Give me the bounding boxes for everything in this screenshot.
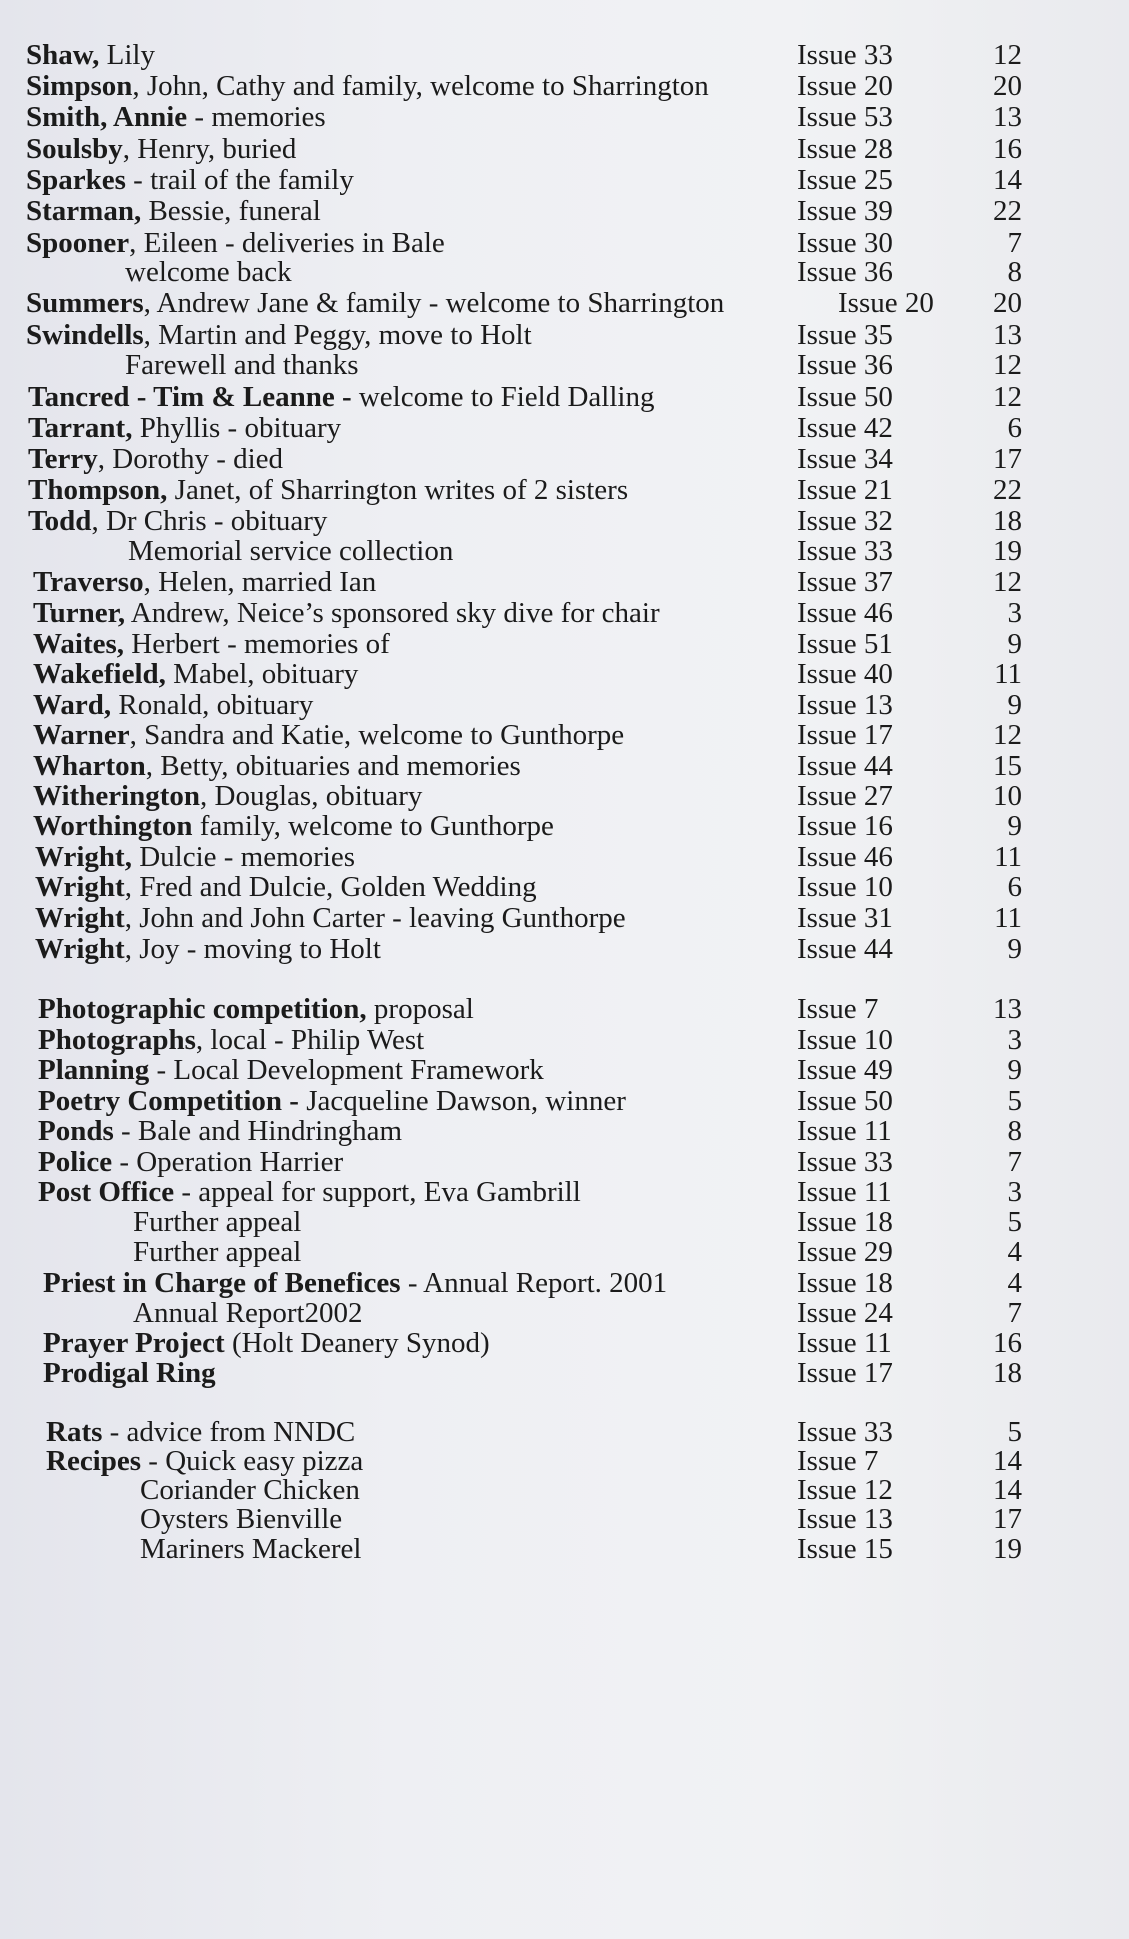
entry-name: Tarrant,	[28, 412, 133, 444]
entry-name: Poetry Competition -	[38, 1085, 299, 1117]
entry-description: Oysters Bienville	[140, 1503, 343, 1535]
entry-issue: Issue 34	[797, 443, 893, 475]
entry-name: Shaw,	[26, 39, 100, 71]
entry-page-number: 19	[993, 535, 1022, 567]
entry-page-number: 6	[1007, 412, 1022, 444]
entry-description: Memorial service collection	[128, 535, 454, 567]
entry-description: , Martin and Peggy, move to Holt	[143, 319, 532, 351]
entry-page-number: 16	[993, 1327, 1022, 1359]
entry-description: , Joy - moving to Holt	[124, 933, 381, 965]
entry-description: Mabel, obituary	[165, 658, 359, 690]
entry-text	[35, 930, 381, 968]
entry-name: Priest in Charge of Benefices	[43, 1267, 401, 1299]
entry-page-number: 20	[993, 70, 1022, 102]
entry-description: (Holt Deanery Synod)	[224, 1327, 490, 1359]
entry-page-number: 22	[993, 195, 1022, 227]
entry-description: , Sandra and Katie, welcome to Gunthorpe	[129, 719, 625, 751]
entry-issue: Issue 17	[797, 719, 893, 751]
entry-page-number: 17	[993, 443, 1022, 475]
entry-description: family, welcome to Gunthorpe	[192, 810, 554, 842]
entry-issue: Issue 13	[797, 1503, 893, 1535]
entry-description: , Helen, married Ian	[143, 566, 377, 598]
entry-text	[43, 1354, 216, 1392]
entry-page-number: 3	[1007, 1176, 1022, 1208]
entry-issue: Issue 21	[797, 474, 893, 506]
entry-issue: Issue 32	[797, 505, 893, 537]
entry-name: Recipes	[46, 1445, 142, 1477]
entry-name: Waites,	[33, 628, 125, 660]
entry-name: Prayer Project	[43, 1327, 225, 1359]
entry-description: Phyllis - obituary	[132, 412, 342, 444]
entry-name: Photographs	[38, 1024, 196, 1056]
entry-name: Police	[38, 1146, 113, 1178]
entry-issue: Issue 12	[797, 1474, 893, 1506]
entry-issue: Issue 11	[797, 1176, 892, 1208]
entry-page-number: 9	[1007, 810, 1022, 842]
entry-description: - Local Development Framework	[149, 1054, 544, 1086]
entry-description: - Quick easy pizza	[141, 1445, 364, 1477]
entry-issue: Issue 29	[797, 1236, 893, 1268]
entry-page-number: 10	[993, 780, 1022, 812]
entry-name: Wright	[35, 933, 125, 965]
entry-description: - Bale and Hindringham	[113, 1115, 403, 1147]
entry-name: Warner	[33, 719, 130, 751]
entry-page-number: 8	[1007, 1115, 1022, 1147]
entry-description: , Fred and Dulcie, Golden Wedding	[124, 871, 537, 903]
entry-issue: Issue 10	[797, 871, 893, 903]
entry-issue: Issue 20	[797, 70, 893, 102]
entry-issue: Issue 33	[797, 535, 893, 567]
entry-name: Worthington	[33, 810, 193, 842]
entry-name: Wright	[35, 871, 125, 903]
index-entry	[0, 1354, 1129, 1392]
entry-issue: Issue 50	[797, 1085, 893, 1117]
entry-description: Bessie, funeral	[141, 195, 321, 227]
entry-page-number: 12	[993, 566, 1022, 598]
entry-page-number: 7	[1007, 1146, 1022, 1178]
entry-page-number: 20	[993, 287, 1022, 319]
entry-issue: Issue 36	[797, 349, 893, 381]
entry-page-number: 14	[993, 1474, 1022, 1506]
entry-name: Thompson,	[28, 474, 168, 506]
entry-issue: Issue 39	[797, 195, 893, 227]
entry-issue: Issue 51	[797, 628, 893, 660]
entry-page-number: 9	[1007, 689, 1022, 721]
entry-issue: Issue 36	[797, 256, 893, 288]
entry-issue: Issue 33	[797, 1416, 893, 1448]
entry-description: - Operation Harrier	[112, 1146, 344, 1178]
entry-name: Planning	[38, 1054, 150, 1086]
entry-page-number: 18	[993, 505, 1022, 537]
entry-description: Herbert - memories of	[124, 628, 390, 660]
entry-page-number: 12	[993, 381, 1022, 413]
entry-issue: Issue 27	[797, 780, 893, 812]
entry-page-number: 16	[993, 133, 1022, 165]
entry-name: Swindells	[26, 319, 144, 351]
entry-issue: Issue 33	[797, 39, 893, 71]
entry-issue: Issue 44	[797, 933, 893, 965]
entry-name: Post Office	[38, 1176, 175, 1208]
entry-page-number: 13	[993, 319, 1022, 351]
entry-description: Andrew, Neice’s sponsored sky dive for chair	[125, 597, 660, 629]
entry-page-number: 17	[993, 1503, 1022, 1535]
entry-description: , Dr Chris - obituary	[91, 505, 328, 537]
entry-page-number: 19	[993, 1533, 1022, 1565]
entry-name: Ward,	[33, 689, 112, 721]
entry-description: , John, Cathy and family, welcome to Sharrington	[132, 70, 709, 102]
entry-name: Simpson	[26, 70, 133, 102]
entry-issue: Issue 17	[797, 1357, 893, 1389]
entry-issue: Issue 40	[797, 658, 893, 690]
entry-name: Tancred - Tim & Leanne -	[28, 381, 352, 413]
entry-issue: Issue 28	[797, 133, 893, 165]
entry-description: , Betty, obituaries and memories	[145, 750, 521, 782]
entry-name: Prodigal Ring	[43, 1357, 216, 1389]
entry-name: Spooner	[26, 227, 130, 259]
entry-page-number: 15	[993, 750, 1022, 782]
entry-page-number: 7	[1007, 1297, 1022, 1329]
entry-issue: Issue 31	[797, 902, 893, 934]
entry-page-number: 14	[993, 164, 1022, 196]
entry-page-number: 3	[1007, 597, 1022, 629]
entry-issue: Issue 7	[797, 1445, 879, 1477]
entry-page-number: 5	[1007, 1206, 1022, 1238]
entry-name: Turner,	[33, 597, 126, 629]
entry-description: welcome back	[125, 256, 292, 288]
entry-name: Witherington	[33, 780, 201, 812]
entry-name: Ponds	[38, 1115, 114, 1147]
entry-description: - Annual Report. 2001	[400, 1267, 668, 1299]
entry-description: Jacqueline Dawson, winner	[298, 1085, 626, 1117]
entry-description: Further appeal	[133, 1206, 302, 1238]
entry-description: , local - Philip West	[195, 1024, 425, 1056]
entry-issue: Issue 13	[797, 689, 893, 721]
entry-page-number: 6	[1007, 871, 1022, 903]
entry-page-number: 3	[1007, 1024, 1022, 1056]
entry-issue: Issue 18	[797, 1206, 893, 1238]
entry-issue: Issue 44	[797, 750, 893, 782]
entry-page-number: 9	[1007, 933, 1022, 965]
entry-page-number: 22	[993, 474, 1022, 506]
entry-issue: Issue 37	[797, 566, 893, 598]
entry-issue: Issue 46	[797, 597, 893, 629]
entry-name: Wright,	[35, 841, 132, 873]
entry-name: Rats	[46, 1416, 103, 1448]
entry-page-number: 5	[1007, 1416, 1022, 1448]
entry-description: Annual Report2002	[133, 1297, 363, 1329]
entry-issue: Issue 20	[838, 287, 934, 319]
entry-issue: Issue 11	[797, 1327, 892, 1359]
entry-page-number: 8	[1007, 256, 1022, 288]
entry-name: Sparkes	[26, 164, 126, 196]
entry-name: Starman,	[26, 195, 142, 227]
entry-page-number: 14	[993, 1445, 1022, 1477]
index-entry	[0, 930, 1129, 968]
entry-description: , Andrew Jane & family - welcome to Sharrington	[143, 287, 725, 319]
entry-description: Dulcie - memories	[131, 841, 356, 873]
entry-description: Further appeal	[133, 1236, 302, 1268]
entry-issue: Issue 53	[797, 101, 893, 133]
entry-description: - advice from NNDC	[102, 1416, 356, 1448]
entry-page-number: 11	[994, 658, 1022, 690]
entry-issue: Issue 24	[797, 1297, 893, 1329]
entry-description: Ronald, obituary	[111, 689, 314, 721]
entry-issue: Issue 50	[797, 381, 893, 413]
entry-description: , Henry, buried	[122, 133, 297, 165]
entry-issue: Issue 25	[797, 164, 893, 196]
entry-page-number: 11	[994, 841, 1022, 873]
index-entry	[0, 1530, 1129, 1568]
entry-page-number: 5	[1007, 1085, 1022, 1117]
entry-name: Smith, Annie	[26, 101, 188, 133]
entry-page-number: 11	[994, 902, 1022, 934]
entry-issue: Issue 42	[797, 412, 893, 444]
entry-name: Wharton	[33, 750, 146, 782]
entry-description: , John and John Carter - leaving Gunthorpe	[124, 902, 626, 934]
entry-issue: Issue 46	[797, 841, 893, 873]
entry-name: Photographic competition,	[38, 993, 367, 1025]
entry-page-number: 12	[993, 349, 1022, 381]
entry-name: Traverso	[33, 566, 144, 598]
entry-description: Coriander Chicken	[140, 1474, 360, 1506]
entry-name: Soulsby	[26, 133, 123, 165]
entry-description: , Eileen - deliveries in Bale	[129, 227, 445, 259]
entry-issue: Issue 16	[797, 810, 893, 842]
entry-page-number: 9	[1007, 628, 1022, 660]
entry-description: proposal	[366, 993, 474, 1025]
entry-description: - trail of the family	[125, 164, 354, 196]
entry-name: Wakefield,	[33, 658, 166, 690]
entry-description: Farewell and thanks	[125, 349, 359, 381]
entry-issue: Issue 10	[797, 1024, 893, 1056]
entry-description: Lily	[99, 39, 155, 71]
entry-page-number: 7	[1007, 227, 1022, 259]
entry-issue: Issue 15	[797, 1533, 893, 1565]
entry-description: Mariners Mackerel	[140, 1533, 362, 1565]
entry-page-number: 4	[1007, 1267, 1022, 1299]
entry-description: - memories	[187, 101, 326, 133]
entry-name: Terry	[28, 443, 98, 475]
entry-description: welcome to Field Dalling	[351, 381, 655, 413]
entry-issue: Issue 35	[797, 319, 893, 351]
entry-page-number: 12	[993, 39, 1022, 71]
entry-issue: Issue 18	[797, 1267, 893, 1299]
entry-issue: Issue 30	[797, 227, 893, 259]
entry-issue: Issue 33	[797, 1146, 893, 1178]
entry-name: Todd	[28, 505, 92, 537]
entry-description: Janet, of Sharrington writes of 2 sisters	[167, 474, 629, 506]
entry-issue: Issue 49	[797, 1054, 893, 1086]
entry-description: , Dorothy - died	[97, 443, 284, 475]
entry-page-number: 13	[993, 101, 1022, 133]
entry-description: - appeal for support, Eva Gambrill	[174, 1176, 581, 1208]
entry-page-number: 12	[993, 719, 1022, 751]
entry-name: Summers	[26, 287, 144, 319]
entry-description: , Douglas, obituary	[200, 780, 423, 812]
entry-issue: Issue 7	[797, 993, 879, 1025]
entry-text	[140, 1530, 361, 1568]
entry-page-number: 4	[1007, 1236, 1022, 1268]
entry-page-number: 13	[993, 993, 1022, 1025]
entry-issue: Issue 11	[797, 1115, 892, 1147]
entry-page-number: 18	[993, 1357, 1022, 1389]
entry-page-number: 9	[1007, 1054, 1022, 1086]
entry-name: Wright	[35, 902, 125, 934]
